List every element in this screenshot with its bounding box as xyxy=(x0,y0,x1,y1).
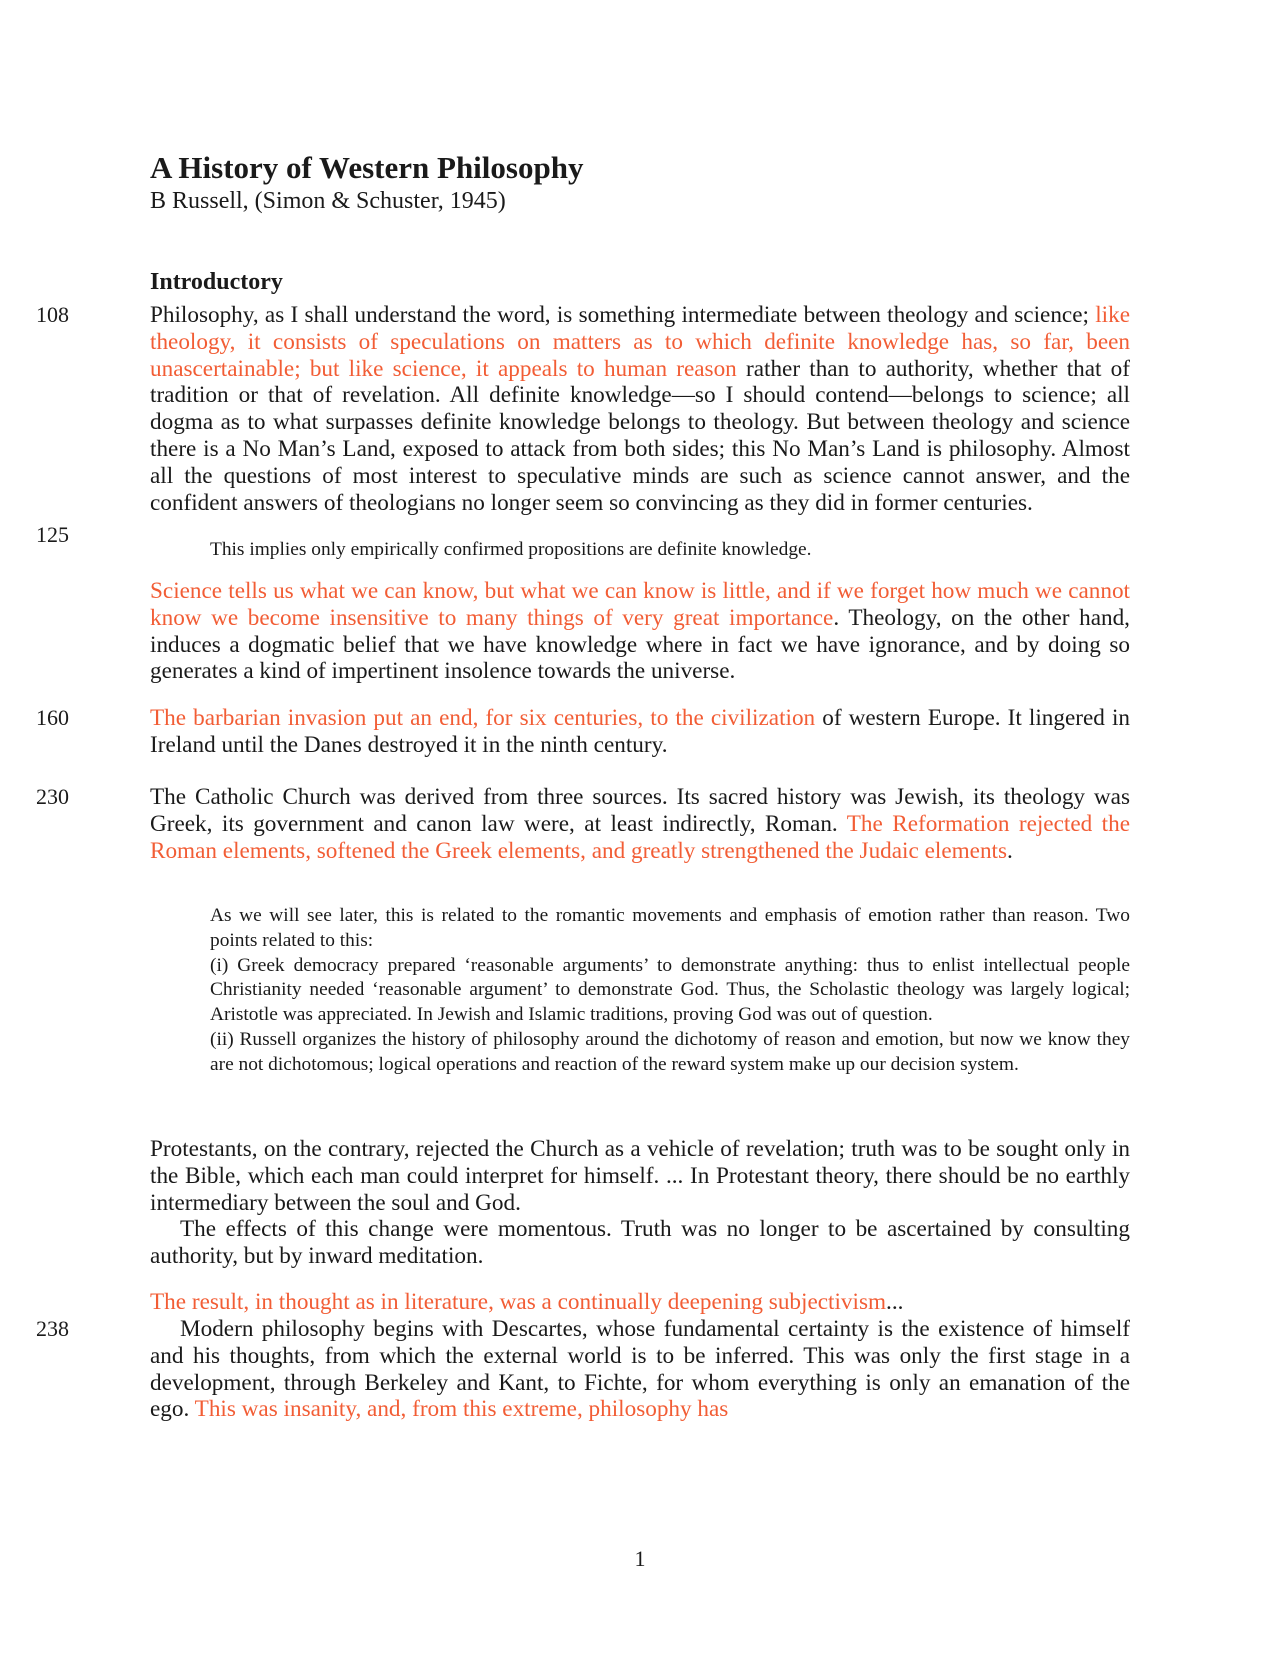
quote-paragraph-7 xyxy=(150,1316,1130,1423)
highlighted-text: like theology, it consists of speculations on matters as to which definite knowledge has, so far, been unascertainable; but like science, it appeals to human reason xyxy=(150,302,1130,382)
quote-paragraph-2 xyxy=(150,578,1130,685)
book-title: A History of Western Philosophy xyxy=(150,150,584,185)
quote-text: rather than to authority, whether that of tradition or that of revelation. All definite knowledge—so I should contend—belongs to science; all dogma as to what surpasses definite knowledge belongs to theology. But between theology and science there is a No Man’s Land, exposed to attack from both sides; this No Man’s Land is philosophy. Almost all the questions of most interest to speculative minds are such as science cannot answer, and the confident answers of theologians no longer seem so convincing as they did in former centuries. xyxy=(150,355,1131,516)
page-ref-125: 125 xyxy=(36,522,69,547)
margin-note-2 xyxy=(210,904,1130,1078)
quote-text: . xyxy=(1007,837,1013,864)
quote-text: . Theology, on the other hand, induces a dogmatic belief that we have knowledge where in fact we have ignorance, and by doing so generates a kind of impertinent insolence towards the universe. xyxy=(150,604,1130,685)
highlighted-text: The barbarian invasion put an end, for six centuries, to the civilization xyxy=(150,705,816,731)
highlighted-text: The Reformation rejected the Roman elements, softened the Greek elements, and greatly strengthened the Judaic elements xyxy=(150,810,1130,864)
page-number: 1 xyxy=(634,1546,646,1571)
section-heading: Introductory xyxy=(150,269,283,295)
quote-paragraph-3 xyxy=(150,705,1130,759)
quote-text: The effects of this change were momentous. Truth was no longer to be ascertained by consulting authority, but by inward meditation. xyxy=(150,1216,1130,1270)
note-line: As we will see later, this is related to the romantic movements and emphasis of emotion rather than reason. Two points related to this: xyxy=(210,905,1130,951)
quote-text: of western Europe. It lingered in Ireland until the Danes destroyed it in the ninth century. xyxy=(150,705,1130,758)
quote-paragraph-4 xyxy=(150,784,1130,864)
book-citation: B Russell, (Simon & Schuster, 1945) xyxy=(150,188,506,214)
quote-paragraph-6 xyxy=(150,1289,1130,1316)
quote-paragraph-5 xyxy=(150,1136,1130,1270)
highlighted-text: This was insanity, and, from this extreme, philosophy has xyxy=(194,1396,729,1423)
quote-text: Philosophy, as I shall understand the word, is something intermediate between theology and science; xyxy=(150,302,1096,328)
margin-note-1: This implies only empirically confirmed propositions are definite knowledge. xyxy=(210,539,812,560)
page-ref-108: 108 xyxy=(36,302,69,327)
note-line: (i) Greek democracy prepared ‘reasonable arguments’ to demonstrate anything: thus to enlist intellectual people Christianity needed ‘reasonable argument’ to demonstrate God. Thus, the Scholastic theology was largely logical; Aristotle was appreciated. In Jewish and Islamic traditions, proving God was out of question. xyxy=(210,954,1130,1026)
quote-text: The Catholic Church was derived from three sources. Its sacred history was Jewish, its theology was Greek, its government and canon law were, at least indirectly, Roman. xyxy=(150,784,1130,837)
page-ref-160: 160 xyxy=(36,705,69,730)
quote-text: Modern philosophy begins with Descartes, whose fundamental certainty is the existence of himself and his thoughts, from which the external world is to be inferred. This was only the first stage in a development, through Berkeley and Kant, to Fichte, for whom everything is only an emanation of the ego. xyxy=(150,1316,1130,1423)
page-ref-230: 230 xyxy=(36,784,69,809)
quote-paragraph-1 xyxy=(150,302,1130,516)
page-ref-238: 238 xyxy=(36,1316,69,1341)
highlighted-text: Science tells us what we can know, but what we can know is little, and if we forget how much we cannot know we become insensitive to many things of very great importance xyxy=(150,578,1130,631)
quote-text: Protestants, on the contrary, rejected the Church as a vehicle of revelation; truth was to be sought only in the Bible, which each man could interpret for himself. ... In Protestant theory, there should be no earthly intermediary between the soul and God. xyxy=(150,1136,1130,1216)
highlighted-text: The result, in thought as in literature, was a continually deepening subjectivism xyxy=(150,1289,887,1315)
note-line: (ii) Russell organizes the history of philosophy around the dichotomy of reason and emotion, but now we know they are not dichotomous; logical operations and reaction of the reward system make up our decision system. xyxy=(210,1028,1130,1075)
quote-text: ... xyxy=(886,1289,904,1315)
